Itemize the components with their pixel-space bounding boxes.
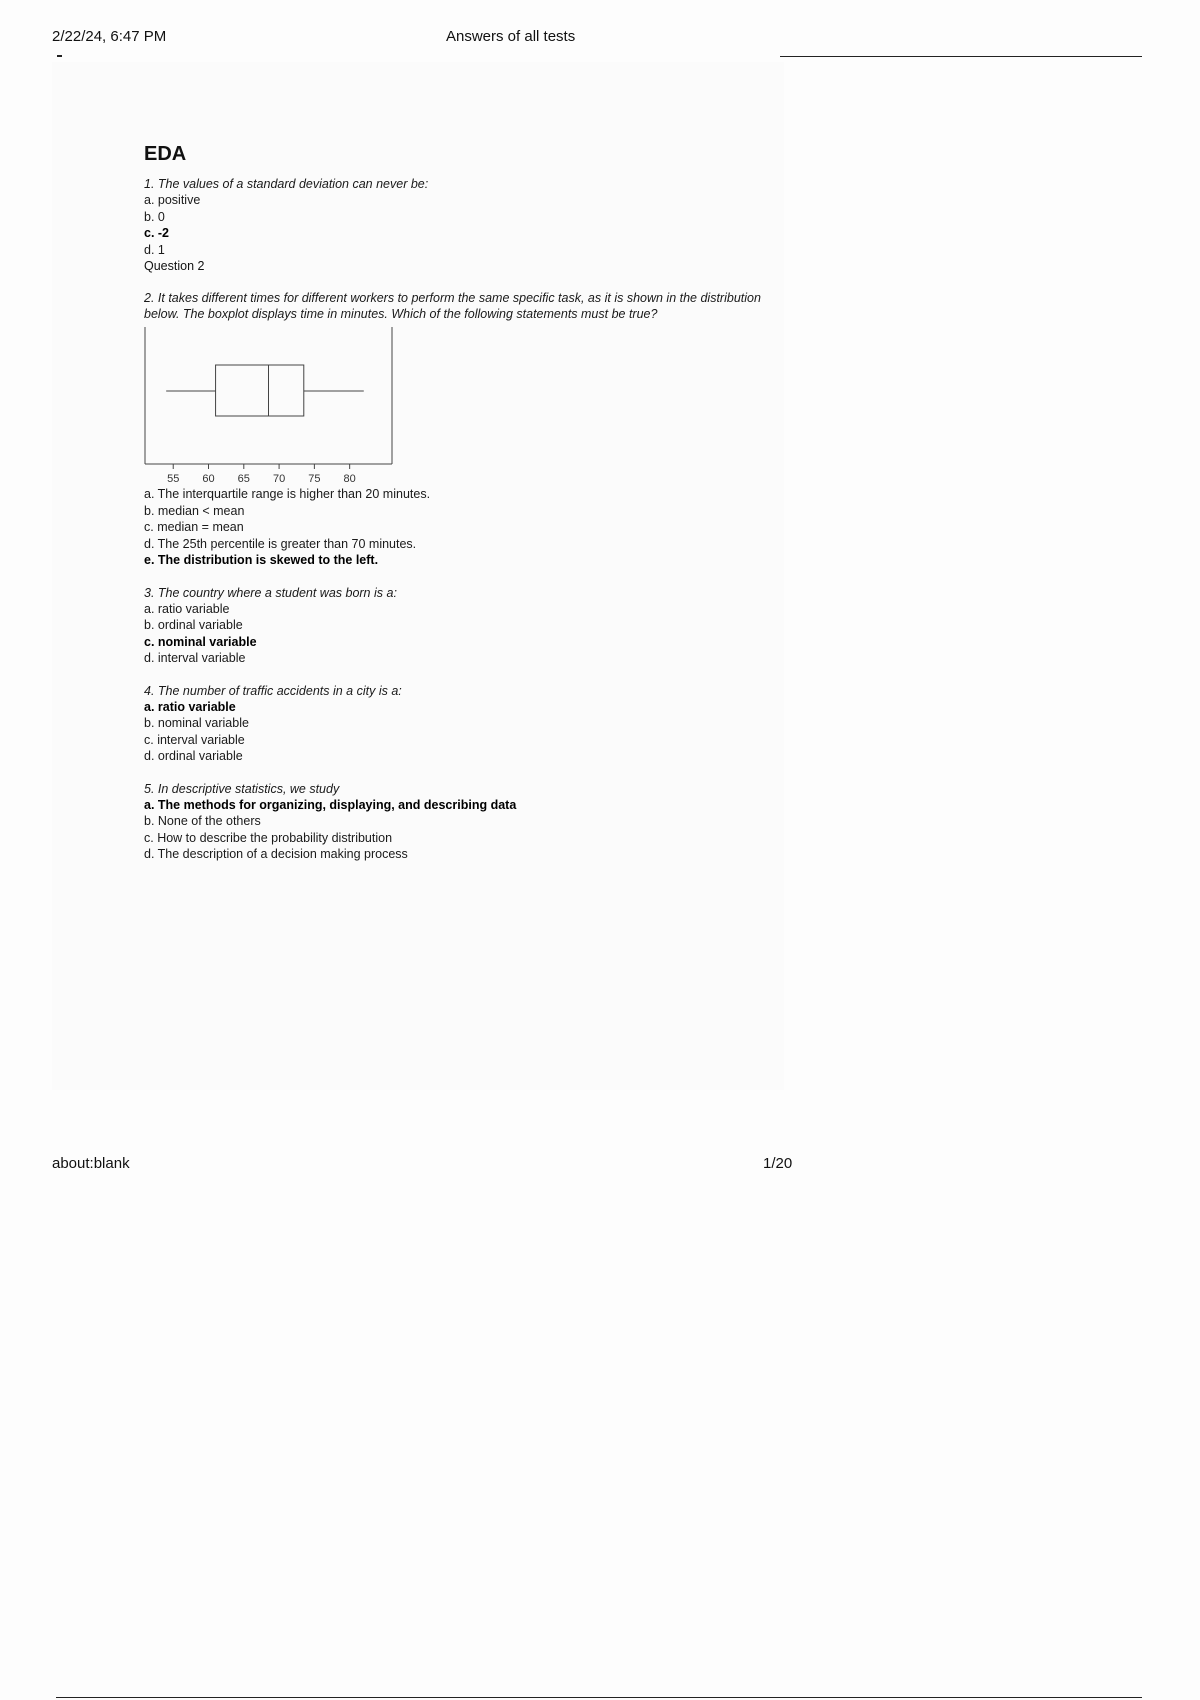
boxplot-chart [144,326,404,486]
x-tick-label: 75 [308,473,321,485]
option-correct: a. ratio variable [144,699,236,714]
option: d. 1 [144,242,165,257]
option: d. ordinal variable [144,749,243,763]
x-tick-label: 70 [272,473,286,485]
question-text: 4. The number of traffic accidents in a city is a: [144,683,402,698]
option: b. None of the others [144,814,261,828]
option: b. ordinal variable [144,618,243,632]
option: c. How to describe the probability distribution [144,830,393,845]
question-text: 1. The values of a standard deviation can never be: [144,177,429,191]
iqr-box [216,365,304,416]
question-2 [144,290,764,569]
question-1 [144,176,764,274]
option: c. interval variable [144,732,245,747]
option-list [144,699,764,765]
print-title: Answers of all tests [446,28,576,45]
option-correct: e. The distribution is skewed to the left. [144,553,379,567]
option: d. interval variable [144,651,246,665]
x-tick-label: 60 [202,473,215,485]
question-label: Question 2 [144,259,205,273]
print-url: about:blank [52,1155,130,1172]
option-correct: c. nominal variable [144,634,257,649]
page-number: 1/20 [763,1155,793,1172]
option: b. 0 [144,209,165,224]
x-tick-label: 55 [167,473,180,485]
quiz-content [144,140,764,863]
option: b. median < mean [144,503,245,518]
question-text: 5. In descriptive statistics, we study [144,781,340,796]
option: b. nominal variable [144,716,249,730]
question-5 [144,781,764,863]
print-date: 2/22/24, 6:47 PM [52,28,167,45]
option-correct: a. The methods for organizing, displaying, and describing data [144,797,517,812]
question-4 [144,683,764,765]
option-list [144,797,764,863]
question-text: 3. The country where a student was born is a: [144,585,397,600]
boxplot-svg [144,326,404,486]
x-tick-label: 80 [343,473,356,485]
option: a. ratio variable [144,601,230,616]
option-list [144,192,764,258]
option: c. median = mean [144,520,244,534]
question-text: 2. It takes different times for different workers to perform the same specific task, as it is shown in the distribution below. The boxplot displays time in minutes. Which of the following statements must be true? [144,291,761,321]
option: d. The 25th percentile is greater than 70 minutes. [144,536,417,551]
option-correct: c. -2 [144,226,170,240]
question-3 [144,585,764,667]
option: a. positive [144,193,201,207]
option: a. The interquartile range is higher than 20 minutes. [144,487,431,501]
section-title: EDA [144,143,187,165]
option-list [144,486,764,569]
footer-rule [56,1697,1142,1698]
option-list [144,601,764,667]
header-rule [780,56,1142,57]
header-mark [57,55,62,57]
x-tick-label: 65 [237,473,250,485]
option: d. The description of a decision making process [144,847,408,861]
